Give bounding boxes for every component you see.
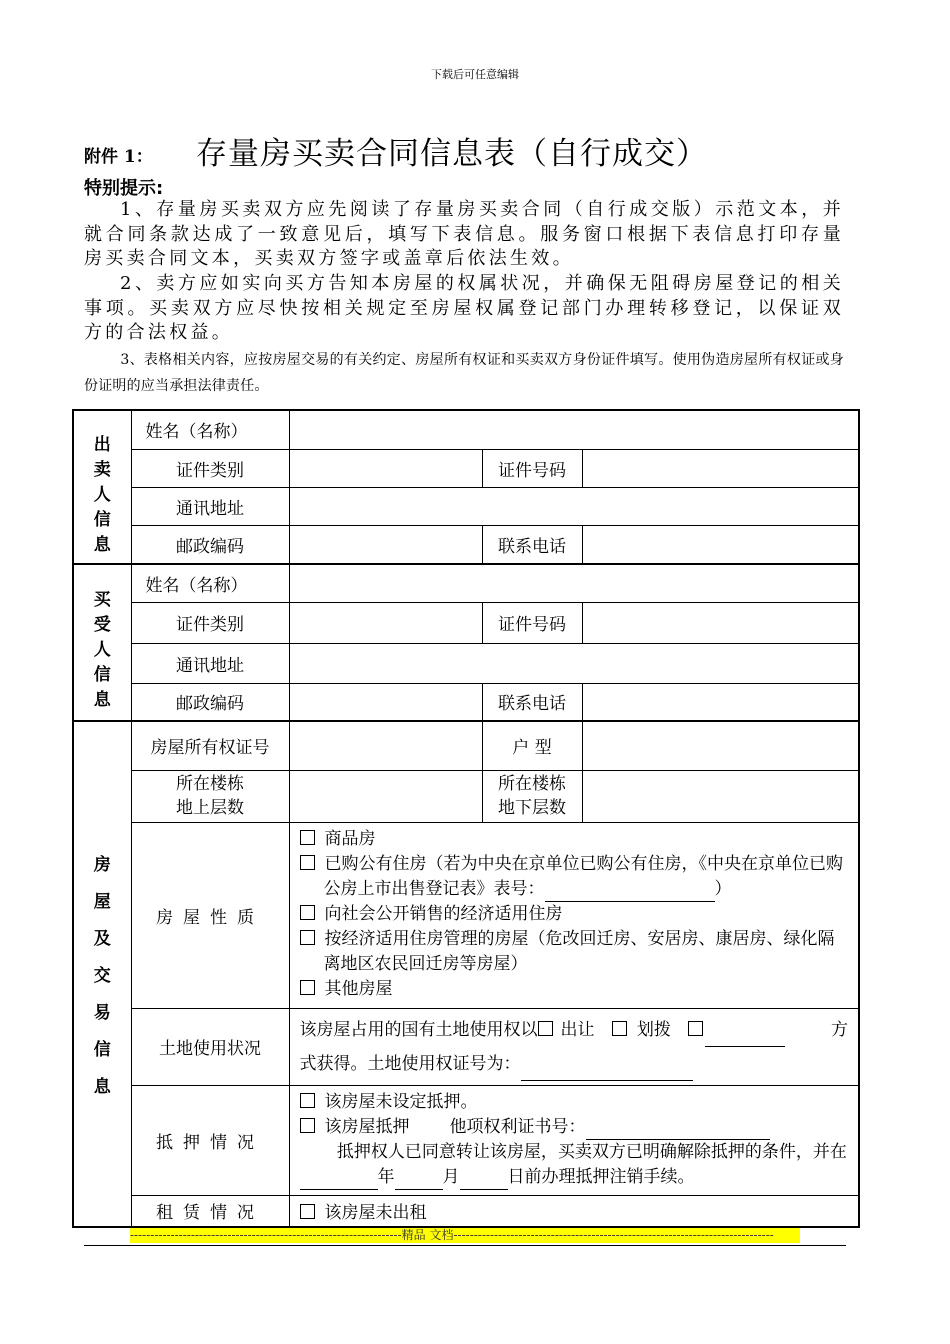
nature-close-paren: ）	[714, 878, 732, 899]
contract-info-table	[72, 409, 860, 1228]
footer-banner: -------------------------------------------------------------------精品 文档-------------------------------------------------------------------------------	[130, 1228, 800, 1243]
land-option-transfer: 出让	[560, 1019, 595, 1040]
house-cert-label: 房屋所有权证号	[131, 721, 289, 770]
nature-option-commercial[interactable]	[300, 827, 849, 852]
buyer-address-label: 通讯地址	[131, 643, 289, 683]
floors-below-line-2: 地下层数	[498, 798, 566, 818]
seller-name-label: 姓名（名称）	[131, 410, 289, 449]
house-nature-label: 房屋性质	[131, 822, 289, 1008]
buyer-section	[73, 564, 131, 721]
land-content	[289, 1008, 859, 1085]
buyer-phone-label: 联系电话	[482, 683, 582, 721]
seller-address-label: 通讯地址	[131, 487, 289, 525]
mortgage-text-1: 该房屋未设定抵押。	[324, 1091, 478, 1112]
house-cert-field[interactable]	[289, 721, 482, 770]
buyer-id-type-field[interactable]	[289, 602, 482, 643]
mortgage-month-blank[interactable]	[395, 1169, 443, 1190]
land-cert-blank[interactable]	[521, 1056, 693, 1081]
mortgage-day-blank[interactable]	[460, 1169, 508, 1190]
floors-above-line-1: 所在楼栋	[176, 774, 244, 794]
house-section	[73, 721, 131, 1227]
buyer-section-label: 买受人信息	[93, 590, 111, 710]
mortgage-text-end: 日前办理抵押注销手续。	[507, 1166, 695, 1187]
seller-section-label: 出卖人信息	[93, 434, 111, 555]
mortgage-content	[289, 1085, 859, 1195]
nature-option-public[interactable]	[300, 852, 849, 902]
seller-id-type-field[interactable]	[289, 449, 482, 487]
lease-label: 租赁情况	[131, 1195, 289, 1227]
seller-row-id	[73, 449, 859, 487]
checkbox-icon[interactable]	[300, 830, 315, 845]
mortgage-text-2: 该房屋抵押	[324, 1116, 410, 1137]
land-text-2: 方	[831, 1019, 848, 1040]
house-row-floors	[73, 770, 859, 822]
floors-above-field[interactable]	[289, 770, 482, 822]
seller-phone-field[interactable]	[582, 525, 859, 564]
seller-postcode-field[interactable]	[289, 525, 482, 564]
title-row	[84, 128, 864, 172]
house-row-nature	[73, 822, 859, 1008]
checkbox-icon[interactable]	[300, 1093, 315, 1108]
checkbox-icon[interactable]	[612, 1021, 627, 1036]
checkbox-icon[interactable]	[300, 930, 315, 945]
house-row-mortgage	[73, 1085, 859, 1195]
seller-row-address	[73, 487, 859, 525]
floors-above-label	[131, 770, 289, 822]
buyer-name-label: 姓名（名称）	[131, 564, 289, 602]
floors-above-line-2: 地上层数	[176, 798, 244, 818]
buyer-row-address	[73, 643, 859, 683]
seller-id-no-field[interactable]	[582, 449, 859, 487]
mortgage-cert-blank[interactable]	[586, 1119, 770, 1140]
seller-section	[73, 410, 131, 564]
nature-option-text: 按经济适用住房管理的房屋（危改回迁房、安居房、康居房、绿化隔离地区农民回迁房等房屋）	[323, 928, 835, 974]
page-title: 存量房买卖合同信息表（自行成交）	[196, 136, 708, 172]
buyer-postcode-label: 邮政编码	[131, 683, 289, 721]
checkbox-icon[interactable]	[538, 1021, 553, 1036]
land-option-allocate: 划拨	[636, 1019, 671, 1040]
checkbox-icon[interactable]	[300, 980, 315, 995]
lease-text-1: 该房屋未出租	[324, 1203, 427, 1224]
mortgage-label: 抵押情况	[131, 1085, 289, 1195]
nature-option-text: 商品房	[324, 828, 376, 849]
footer-divider	[84, 1245, 846, 1246]
mortgage-month-label: 月	[442, 1166, 460, 1187]
seller-id-no-label: 证件号码	[482, 449, 582, 487]
nature-option-text: 其他房屋	[324, 978, 393, 999]
house-row-cert	[73, 721, 859, 770]
seller-name-field[interactable]	[289, 410, 859, 449]
mortgage-text-3: 抵押权人已同意转让该房屋，买卖双方已明确解除抵押的条件，并在	[336, 1141, 847, 1162]
nature-option-other[interactable]	[300, 977, 849, 1002]
floors-below-field[interactable]	[582, 770, 859, 822]
checkbox-icon[interactable]	[300, 905, 315, 920]
house-section-label: 房屋及交易信息	[93, 854, 111, 1097]
house-row-land	[73, 1008, 859, 1085]
seller-id-type-label: 证件类别	[131, 449, 289, 487]
house-layout-field[interactable]	[582, 721, 859, 770]
notice-paragraph-1: 1、存量房买卖双方应先阅读了存量房买卖合同（自行成交版）示范文本，并就合同条款达成了一致意见后，填写下表信息。服务窗口根据下表信息打印存量房买卖合同文本，买卖双方签字或盖章后依法生效。	[84, 199, 844, 269]
mortgage-cert-label: 他项权利证书号：	[449, 1116, 586, 1137]
nature-option-managed[interactable]	[300, 927, 849, 977]
buyer-row-postcode	[73, 683, 859, 721]
special-notice-title: 特别提示:	[84, 178, 164, 199]
buyer-address-field[interactable]	[289, 643, 859, 683]
lease-content	[289, 1195, 859, 1227]
land-label: 土地使用状况	[131, 1008, 289, 1085]
buyer-name-field[interactable]	[289, 564, 859, 602]
buyer-id-no-label: 证件号码	[482, 602, 582, 643]
buyer-row-name	[73, 564, 859, 602]
seller-address-field[interactable]	[289, 487, 859, 525]
seller-postcode-label: 邮政编码	[131, 525, 289, 564]
buyer-id-type-label: 证件类别	[131, 602, 289, 643]
form-number-blank[interactable]	[545, 901, 715, 902]
notice-paragraph-2: 2、卖方应如实向买方告知本房屋的权属状况，并确保无阻碍房屋登记的相关事项。买卖双方应尽快按相关规定至房屋权属登记部门办理转移登记，以保证双方的合法权益。	[84, 273, 844, 343]
mortgage-release-text	[300, 1140, 849, 1190]
buyer-id-no-field[interactable]	[582, 602, 859, 643]
land-other-blank[interactable]	[705, 1022, 785, 1047]
checkbox-icon[interactable]	[688, 1021, 703, 1036]
mortgage-option-none[interactable]	[300, 1090, 849, 1115]
buyer-phone-field[interactable]	[582, 683, 859, 721]
nature-option-text: 向社会公开销售的经济适用住房	[324, 903, 563, 924]
nature-option-affordable[interactable]	[300, 902, 849, 927]
notice-paragraph-3: 3、表格相关内容，应按房屋交易的有关约定、房屋所有权证和买卖双方身份证件填写。使用伪造房屋所有权证或身份证明的应当承担法律责任。	[84, 352, 844, 394]
house-layout-label: 户 型	[482, 721, 582, 770]
checkbox-icon[interactable]	[300, 1118, 315, 1133]
checkbox-icon[interactable]	[300, 855, 315, 870]
buyer-row-id	[73, 602, 859, 643]
land-text-3: 式获得。土地使用权证号为：	[299, 1053, 521, 1074]
house-row-lease	[73, 1195, 859, 1227]
floors-below-line-1: 所在楼栋	[498, 774, 566, 794]
mortgage-year-label: 年	[377, 1166, 395, 1187]
seller-row-postcode	[73, 525, 859, 564]
mortgage-option-yes[interactable]	[300, 1115, 849, 1140]
house-nature-options	[289, 822, 859, 1008]
attachment-label: 附件 1：	[84, 147, 153, 167]
seller-phone-label: 联系电话	[482, 525, 582, 564]
buyer-postcode-field[interactable]	[289, 683, 482, 721]
land-text-1: 该房屋占用的国有土地使用权以	[299, 1019, 538, 1040]
seller-row-name	[73, 410, 859, 449]
header-note: 下载后可任意编辑	[431, 68, 519, 81]
nature-option-text: 已购公有住房（若为中央在京单位已购公有住房，《中央在京单位已购公房上市出售登记表》表号：	[323, 853, 843, 899]
checkbox-icon[interactable]	[300, 1204, 315, 1219]
floors-below-label	[482, 770, 582, 822]
mortgage-year-blank[interactable]	[300, 1169, 378, 1190]
